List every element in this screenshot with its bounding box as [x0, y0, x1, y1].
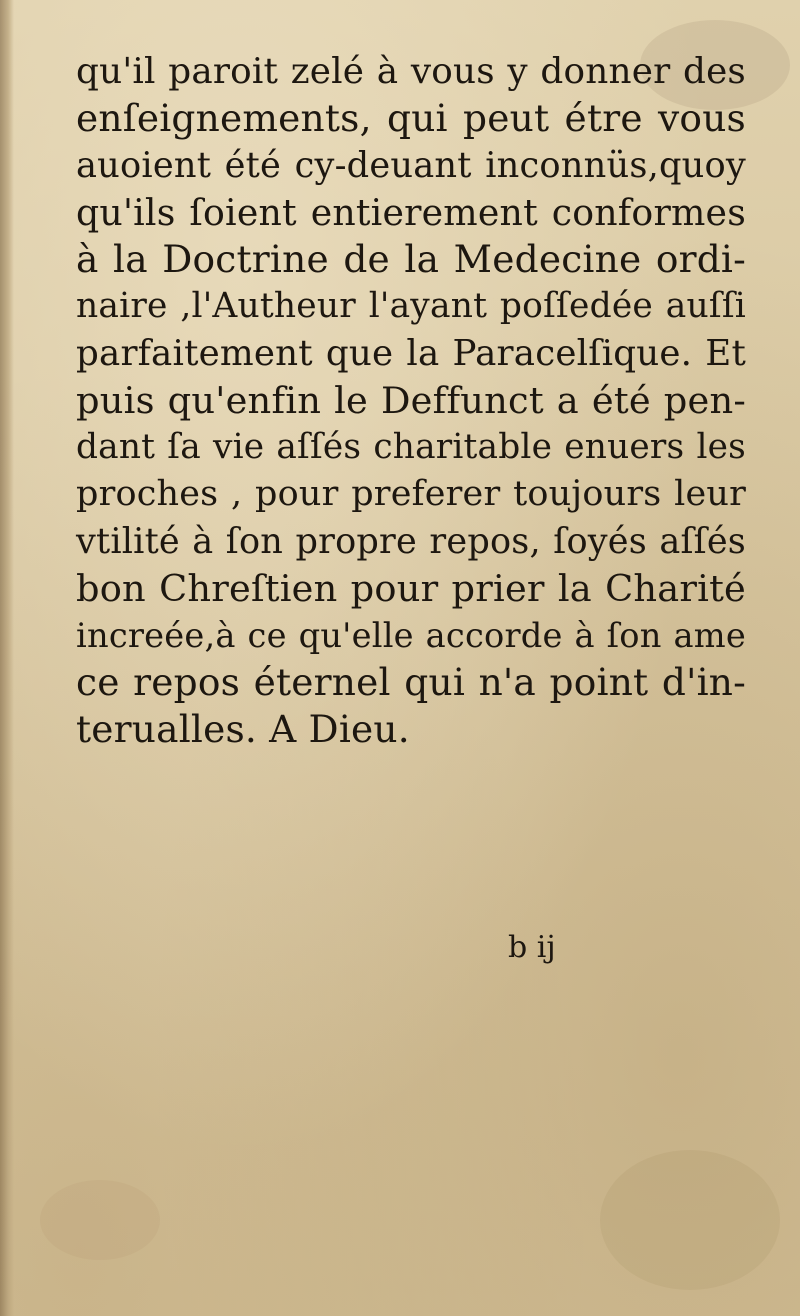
signature-mark: b ij	[508, 930, 556, 965]
text-line: enſeignements, qui peut étre vous	[76, 96, 746, 140]
page-gutter-shadow	[0, 0, 14, 1316]
paper-stain	[600, 1150, 780, 1290]
text-line: terualles. A Dieu.	[76, 707, 410, 751]
text-line: proches , pour preferer toujours leur	[76, 474, 746, 514]
text-line: à la Doctrine de la Medecine ordi-	[76, 237, 746, 281]
text-line: increée,à ce qu'elle accorde à ſon ame	[76, 616, 746, 655]
text-line: parfaitement que la Paracelſique. Et	[76, 333, 746, 374]
text-line: dant ſa vie aſſés charitable enuers les	[76, 427, 746, 467]
paper-stain	[40, 1180, 160, 1260]
text-line: naire ,l'Autheur l'ayant poſſedée auſſi	[76, 286, 746, 326]
text-line: ce repos éternel qui n'a point d'in-	[76, 660, 746, 704]
text-line: auoient été cy-deuant inconnüs,quoy	[76, 145, 746, 186]
text-line: vtilité à ſon propre repos, ſoyés aſſés	[76, 521, 746, 562]
text-line: qu'ils ſoient entierement conformes	[76, 191, 746, 234]
body-text	[76, 48, 746, 753]
text-line: puis qu'enfin le Deffunct a été pen-	[76, 379, 746, 422]
text-line: qu'il paroit zelé à vous y donner des	[76, 51, 746, 92]
text-line: bon Chreſtien pour prier la Charité	[76, 567, 746, 610]
